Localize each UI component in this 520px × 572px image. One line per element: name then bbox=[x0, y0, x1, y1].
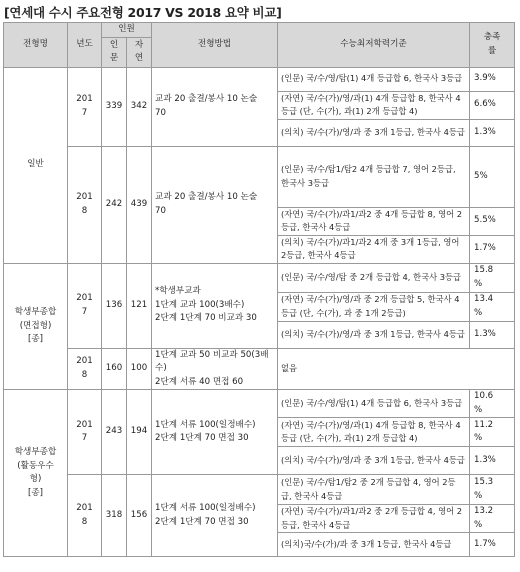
year-cell: 201 8 bbox=[68, 475, 102, 557]
rate-cell: 6.6% bbox=[470, 91, 515, 119]
rate-cell: 5% bbox=[470, 146, 515, 207]
type-cell: 학생부종합 (면접형) [종] bbox=[4, 263, 68, 390]
criteria-cell: (의치) 국/수(가)/영/과 중 3개 1등급, 한국사 4등급 bbox=[278, 447, 470, 475]
natural-count: 156 bbox=[127, 475, 152, 557]
criteria-cell: (의치)국/수(가)/과 중 3개 1등급, 한국사 4등급 bbox=[278, 533, 470, 557]
humanities-count: 243 bbox=[102, 390, 127, 475]
header-personnel: 인원 bbox=[102, 23, 152, 38]
type-cell: 일반 bbox=[4, 67, 68, 263]
year-cell: 201 7 bbox=[68, 67, 102, 146]
rate-cell: 11.2 % bbox=[470, 418, 515, 447]
humanities-count: 242 bbox=[102, 146, 127, 263]
natural-count: 121 bbox=[127, 263, 152, 348]
rate-cell: 1.7% bbox=[470, 533, 515, 557]
criteria-cell: (인문) 국/수/영/탐 중 2개 등급합 4, 한국사 3등급 bbox=[278, 263, 470, 292]
rate-cell: 3.9% bbox=[470, 67, 515, 91]
humanities-count: 339 bbox=[102, 67, 127, 146]
criteria-cell: (자연) 국/수(가)/영/과(1) 4개 등급합 8, 한국사 4등급 (단, 수(가), 과(1) 2개 등급합 4) bbox=[278, 418, 470, 447]
rate-cell: 5.5% bbox=[470, 207, 515, 235]
criteria-cell: (인문) 국/수/탐1/탐2 중 2개 등급합 4, 영어 2등급, 한국사 4등급 bbox=[278, 475, 470, 505]
humanities-count: 136 bbox=[102, 263, 127, 348]
rate-cell: 15.3 % bbox=[470, 475, 515, 505]
rate-cell: 15.8 % bbox=[470, 263, 515, 292]
natural-count: 439 bbox=[127, 146, 152, 263]
header-year: 년도 bbox=[68, 23, 102, 68]
criteria-cell: (의치) 국/수(가)/영/과 중 3개 1등급, 한국사 4등급 bbox=[278, 321, 470, 348]
rate-cell: 13.4 % bbox=[470, 292, 515, 321]
natural-count: 100 bbox=[127, 348, 152, 390]
header-humanities: 인 문 bbox=[102, 37, 127, 67]
year-cell: 201 7 bbox=[68, 390, 102, 475]
criteria-cell: (인문) 국/수/영/탐(1) 4개 등급합 6, 한국사 3등급 bbox=[278, 390, 470, 418]
year-cell: 201 8 bbox=[68, 348, 102, 390]
criteria-cell: (의치) 국/수(가)/영/과 중 3개 1등급, 한국사 4등급 bbox=[278, 119, 470, 146]
criteria-cell: (의치) 국/수(가)/과1/과2 4개 중 3개 1등급, 영어 2등급, 한국사 4등급 bbox=[278, 235, 470, 263]
rate-cell: 13.2 % bbox=[470, 505, 515, 533]
criteria-cell: 없음 bbox=[278, 348, 515, 390]
natural-count: 194 bbox=[127, 390, 152, 475]
type-cell: 학생부종합 (활동우수 형) [종] bbox=[4, 390, 68, 557]
rate-cell: 1.3% bbox=[470, 447, 515, 475]
humanities-count: 160 bbox=[102, 348, 127, 390]
page-title: [연세대 수시 주요전형 2017 VS 2018 요약 비교] bbox=[4, 5, 282, 20]
method-cell: 1단계 서류 100(일정배수) 2단계 1단계 70 면접 30 bbox=[152, 390, 278, 475]
year-cell: 201 8 bbox=[68, 146, 102, 263]
comparison-table bbox=[3, 22, 515, 557]
natural-count: 342 bbox=[127, 67, 152, 146]
method-cell: 교과 20 출결/봉사 10 논술 70 bbox=[152, 67, 278, 146]
header-criteria: 수능최저학력기준 bbox=[278, 23, 470, 68]
criteria-cell: (인문) 국/수/탐1/탐2 4개 등급합 7, 영어 2등급, 한국사 3등급 bbox=[278, 146, 470, 207]
year-cell: 201 7 bbox=[68, 263, 102, 348]
rate-cell: 1.3% bbox=[470, 119, 515, 146]
header-method: 전형방법 bbox=[152, 23, 278, 68]
rate-cell: 1.7% bbox=[470, 235, 515, 263]
criteria-cell: (자연) 국/수(가)/과1/과2 중 4개 등급합 8, 영어 2등급, 한국사 4등급 bbox=[278, 207, 470, 235]
criteria-cell: (자연) 국/수(가)/영/과(1) 4개 등급합 8, 한국사 4등급 (단, 수(가), 과(1) 2개 등급합 4) bbox=[278, 91, 470, 119]
method-cell: 1단계 서류 100(일정배수) 2단계 1단계 70 면접 30 bbox=[152, 475, 278, 557]
method-cell: 교과 20 출결/봉사 10 논술 70 bbox=[152, 146, 278, 263]
humanities-count: 318 bbox=[102, 475, 127, 557]
header-rate: 충족 률 bbox=[470, 23, 515, 68]
rate-cell: 1.3% bbox=[470, 321, 515, 348]
criteria-cell: (인문) 국/수/영/탐(1) 4개 등급합 6, 한국사 3등급 bbox=[278, 67, 470, 91]
rate-cell: 10.6 % bbox=[470, 390, 515, 418]
criteria-cell: (자연) 국/수(가)/영/과 중 2개 등급합 5, 한국사 4등급 (단, 수(가), 과 중 1개 2등급) bbox=[278, 292, 470, 321]
method-cell: *학생부교과 1단계 교과 100(3배수) 2단계 1단계 70 비교과 30 bbox=[152, 263, 278, 348]
criteria-cell: (자연) 국/수(가)/과1/과2 중 2개 등급합 4, 영어 2등급, 한국사 4등급 bbox=[278, 505, 470, 533]
header-natural: 자 연 bbox=[127, 37, 152, 67]
method-cell: 1단계 교과 50 비교과 50(3배수) 2단계 서류 40 면접 60 bbox=[152, 348, 278, 390]
header-type: 전형명 bbox=[4, 23, 68, 68]
